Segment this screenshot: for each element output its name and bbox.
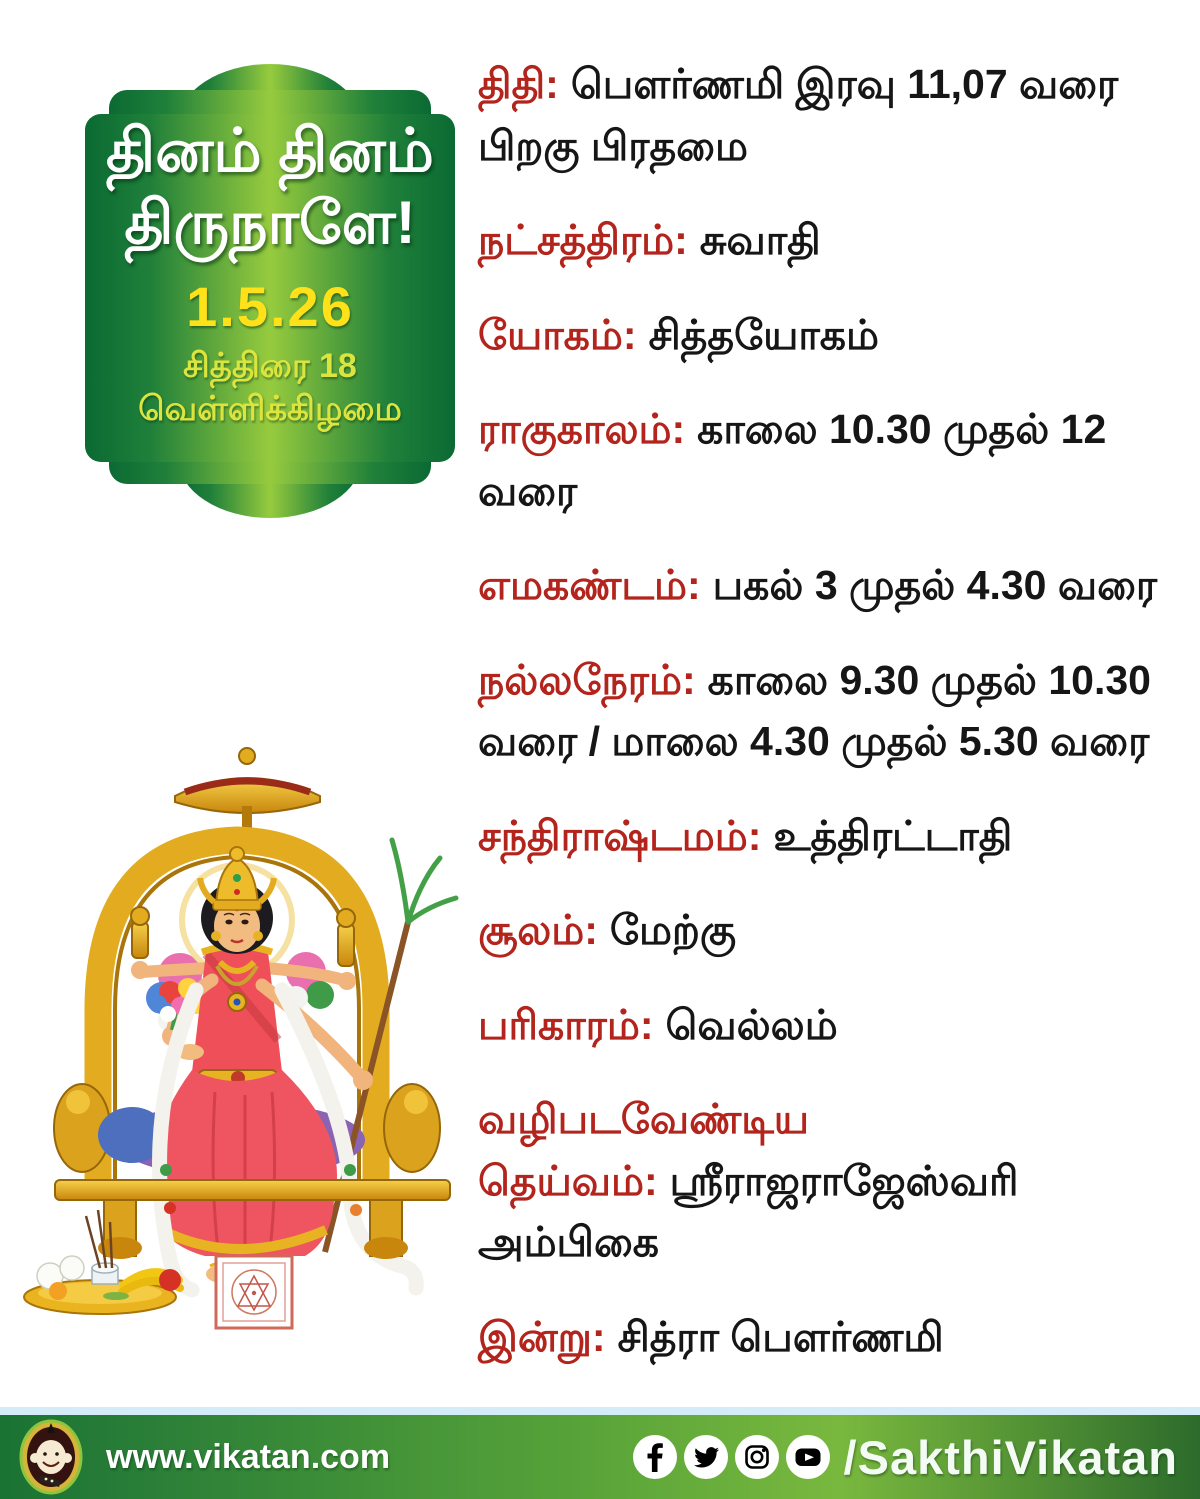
panchangam-item-parikaram [478, 995, 1192, 1057]
item-label: நட்சத்திரம்: [478, 217, 688, 263]
item-label: சந்திராஷ்டமம்: [478, 812, 762, 859]
panchangam-item-rahukalam [478, 399, 1192, 522]
panchangam-item-deity [478, 1089, 1192, 1274]
item-label: பரிகாரம்: [478, 1001, 654, 1048]
facebook-icon[interactable] [632, 1434, 678, 1480]
panchangam-item-nallaneram [478, 650, 1192, 773]
footer-bar [0, 1407, 1200, 1499]
item-value: ஸ்ரீராஜராஜேஸ்வரி அம்பிகை [478, 1157, 1019, 1265]
badge-title-line1: தினம் தினம் [106, 117, 434, 184]
badge-title-line2: திருநாளே! [124, 189, 416, 256]
item-label: ராகுகாலம்: [478, 406, 686, 452]
item-value: பகல் 3 முதல் 4.30 வரை [712, 562, 1158, 608]
item-value: காலை 10.30 முதல் 12 வரை [478, 406, 1107, 514]
item-label: வழிபடவேண்டிய தெய்வம்: [478, 1096, 810, 1204]
item-label: இன்று: [478, 1313, 606, 1360]
item-value: மேற்கு [609, 907, 737, 953]
badge-date: 1.5.26 [186, 275, 354, 338]
panchangam-item-natchathiram [478, 210, 1192, 272]
website-label[interactable]: www.vikatan.com [106, 1437, 391, 1476]
item-value: காலை 9.30 முதல் 10.30 வரை / மாலை 4.30 முதல் 5.30 வரை [478, 656, 1151, 764]
item-label: யோகம்: [478, 311, 637, 358]
twitter-icon[interactable] [683, 1434, 729, 1480]
instagram-icon[interactable] [734, 1434, 780, 1480]
panchangam-item-chandrashtamam [478, 806, 1192, 868]
goddess-illustration [20, 740, 470, 1400]
item-value: உத்திரட்டாதி [773, 812, 1013, 859]
item-value: பௌர்ணமி இரவு 11,07 வரை பிறகு பிரதமை [478, 61, 1119, 169]
vikatan-logo [18, 1419, 84, 1495]
social-handle[interactable]: /SakthiVikatan [843, 1430, 1178, 1484]
badge-weekday: வெள்ளிக்கிழமை [138, 390, 402, 428]
item-label: நல்லநேரம்: [478, 656, 696, 703]
item-label: எமகண்டம்: [478, 562, 701, 608]
item-value: சித்தயோகம் [648, 311, 879, 358]
item-value: சுவாதி [699, 217, 821, 263]
item-label: திதி: [478, 61, 559, 107]
parasol-finial-icon [239, 748, 255, 764]
panchangam-list [478, 54, 1192, 1401]
item-value: வெல்லம் [665, 1001, 838, 1048]
panchangam-item-emakandam [478, 555, 1192, 617]
panchangam-item-yogam [478, 305, 1192, 367]
panchangam-item-thithi [478, 54, 1192, 177]
youtube-icon[interactable] [785, 1434, 831, 1480]
date-badge [85, 28, 455, 546]
item-label: சூலம்: [478, 907, 598, 953]
badge-tamil-date: சித்திரை 18 [183, 347, 357, 385]
social-row [632, 1430, 1178, 1485]
panchangam-item-soolam [478, 900, 1192, 962]
item-value: சித்ரா பௌர்ணமி [617, 1313, 944, 1360]
panchangam-item-today [478, 1307, 1192, 1369]
